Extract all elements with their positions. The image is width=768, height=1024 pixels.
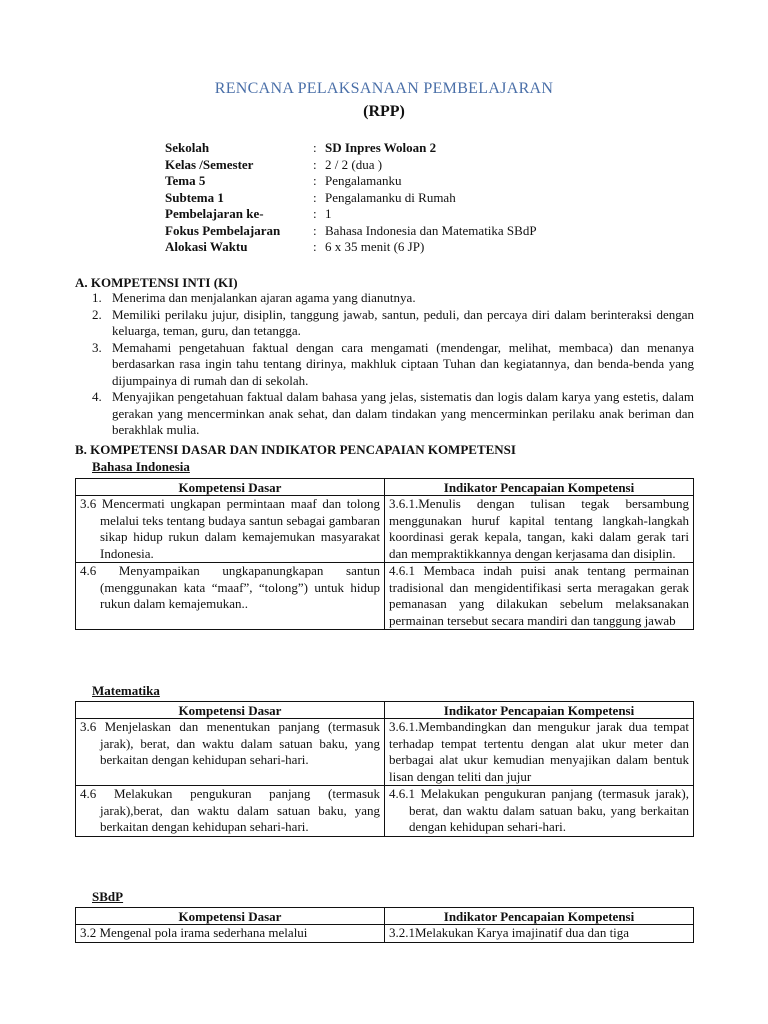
list-text: Menerima dan menjalankan ajaran agama yang dianutnya.	[112, 290, 416, 305]
info-row	[165, 173, 537, 190]
section-a-heading: A. KOMPETENSI INTI (KI)	[75, 275, 238, 290]
cell-text: 4.6.1 Melakukan pengukuran panjang (termasuk jarak), berat, dan waktu dalam satuan baku, yang berkaitan dengan kehidupan sehari-hari.	[389, 786, 689, 834]
list-number: 3.	[92, 339, 102, 355]
table-header-row	[76, 479, 694, 496]
list-item	[92, 389, 694, 439]
info-row	[165, 190, 537, 207]
column-header: Indikator Pencapaian Kompetensi	[385, 479, 694, 496]
info-colon: :	[313, 140, 317, 155]
info-key: Pembelajaran ke-	[165, 206, 264, 221]
info-row	[165, 206, 537, 223]
info-value: Pengalamanku	[325, 173, 402, 188]
list-text: Menyajikan pengetahuan faktual dalam bahasa yang jelas, sistematis dan logis dalam karya yang estetis, dalam gerakan yang mencerminkan anak sehat, dan dalam tindakan yang mencerminkan perilaku anak beriman dan berakhlak mulia.	[112, 389, 694, 437]
table-cell	[76, 719, 385, 786]
list-number: 1.	[92, 290, 102, 305]
cell-text: 3.6.1.Menulis dengan tulisan tegak bersambung menggunakan huruf kapital tentang langkah-langkah koordinasi gerak kepala, tangan, kaki dalam gerak tari dan mempraktikkannya dengan kerjasama dan disiplin.	[389, 496, 689, 561]
info-value: Pengalamanku di Rumah	[325, 189, 456, 205]
info-value: 2 / 2 (dua )	[325, 156, 383, 172]
column-header: Indikator Pencapaian Kompetensi	[385, 908, 694, 925]
table-cell	[76, 496, 385, 563]
cell-text: 4.6.1 Membaca indah puisi anak tentang permainan tradisional dan mengidentifikasi serta meragakan gerak pemanasan yang dilakukan sebelum melaksanakan permainan tersebut secara mandiri dan tanggung jawab	[389, 563, 689, 628]
list-number: 2.	[92, 306, 102, 322]
subject-bahasa-label: Bahasa Indonesia	[92, 459, 190, 474]
table-row	[76, 719, 694, 786]
table-cell	[385, 496, 694, 563]
table-row	[76, 563, 694, 630]
table-cell	[385, 925, 694, 943]
bahasa-table	[75, 478, 694, 630]
list-item	[92, 307, 694, 340]
info-value: 6 x 35 menit (6 JP)	[325, 239, 425, 254]
subject-sbdp-label: SBdP	[92, 889, 124, 904]
info-colon: :	[313, 189, 317, 205]
info-colon: :	[313, 206, 317, 221]
info-colon: :	[313, 156, 317, 172]
table-row	[76, 786, 694, 837]
info-key: Alokasi Waktu	[165, 239, 248, 254]
table-row	[76, 496, 694, 563]
info-key: Subtema 1	[165, 189, 224, 205]
list-text: Memiliki perilaku jujur, disiplin, tanggung jawab, santun, peduli, dan percaya diri dalam berinteraksi dengan keluarga, teman, guru, dan tetangga.	[112, 306, 694, 338]
list-item	[92, 340, 694, 390]
column-header: Kompetensi Dasar	[76, 908, 385, 925]
info-row	[165, 239, 537, 256]
list-text: Memahami pengetahuan faktual dengan cara mengamati (mendengar, melihat, membaca) dan menanya berdasarkan rasa ingin tahu tentang dirinya, makhluk ciptaan Tuhan dan kegiatannya, dan benda-benda yang dijumpainya di rumah dan di sekolah.	[112, 339, 694, 388]
info-key: Kelas /Semester	[165, 156, 254, 172]
table-cell	[385, 719, 694, 786]
info-key: Tema 5	[165, 173, 206, 188]
table-cell	[385, 786, 694, 837]
info-value: SD Inpres Woloan 2	[325, 140, 437, 155]
cell-text: 4.6 Menyampaikan ungkapanungkapan santun (menggunakan kata “maaf”, “tolong”) untuk hidup rukun dalam kemajemukan..	[80, 563, 380, 611]
info-key: Sekolah	[165, 140, 210, 155]
section-b-heading: B. KOMPETENSI DASAR DAN INDIKATOR PENCAPAIAN KOMPETENSI	[75, 442, 516, 457]
ki-list	[92, 290, 694, 439]
list-item	[92, 290, 694, 307]
cell-text: 3.6 Mencermati ungkapan permintaan maaf dan tolong melalui teks tentang budaya santun sebagai gambaran sikap hidup rukun dalam kemajemukan masyarakat Indonesia.	[80, 496, 380, 561]
list-number: 4.	[92, 389, 102, 404]
info-value: 1	[325, 206, 332, 221]
identity-block	[165, 140, 537, 256]
cell-text: 3.2.1Melakukan Karya imajinatif dua dan tiga	[389, 925, 630, 940]
info-row	[165, 157, 537, 174]
table-header-row	[76, 702, 694, 719]
column-header: Indikator Pencapaian Kompetensi	[385, 702, 694, 719]
document-title: RENCANA PELAKSANAAN PEMBELAJARAN	[214, 80, 554, 97]
cell-text: 3.2 Mengenal pola irama sederhana melalui	[80, 925, 308, 940]
column-header: Kompetensi Dasar	[76, 702, 385, 719]
table-cell	[76, 786, 385, 837]
subject-matematika-label: Matematika	[92, 683, 160, 698]
table-cell	[76, 925, 385, 943]
info-colon: :	[313, 239, 317, 254]
info-row	[165, 140, 537, 157]
info-colon: :	[313, 173, 317, 188]
info-value: Bahasa Indonesia dan Matematika SBdP	[325, 222, 537, 238]
document-subtitle: (RPP)	[363, 103, 405, 120]
table-cell	[385, 563, 694, 630]
matematika-table	[75, 701, 694, 837]
cell-text: 3.6.1.Membandingkan dan mengukur jarak dua tempat terhadap tempat tertentu dengan alat ukur meter dan berbagai alat ukur kemudian menyajikan dalam bentuk lisan dengan teliti dan jujur	[389, 719, 689, 784]
sbdp-table	[75, 907, 694, 943]
info-colon: :	[313, 222, 317, 238]
table-cell	[76, 563, 385, 630]
table-header-row	[76, 908, 694, 925]
column-header: Kompetensi Dasar	[76, 479, 385, 496]
info-row	[165, 223, 537, 240]
cell-text: 3.6 Menjelaskan dan menentukan panjang (termasuk jarak), berat, dan waktu dalam satuan baku, yang berkaitan dengan kehidupan sehari-hari.	[80, 719, 380, 767]
table-row	[76, 925, 694, 943]
cell-text: 4.6 Melakukan pengukuran panjang (termasuk jarak),berat, dan waktu dalam satuan baku, yang berkaitan dengan kehidupan sehari-hari.	[80, 786, 380, 834]
info-key: Fokus Pembelajaran	[165, 222, 281, 238]
